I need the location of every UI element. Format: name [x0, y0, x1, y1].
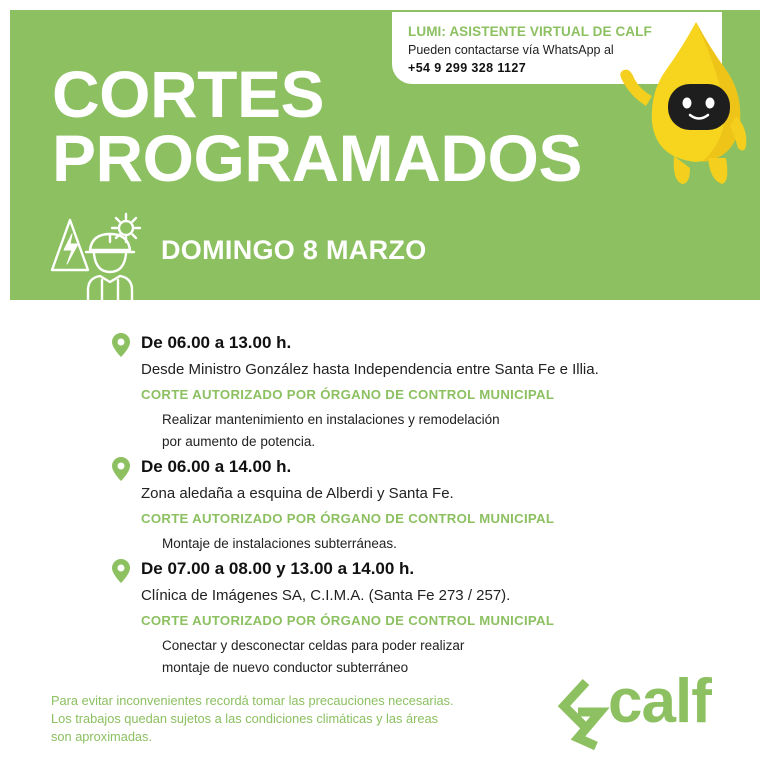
assistant-phone: +54 9 299 328 1127	[408, 61, 527, 75]
assistant-subtitle: Pueden contactarse vía WhatsApp al	[408, 43, 614, 57]
description-line-1: Realizar mantenimiento en instalaciones y remodelación	[162, 412, 500, 427]
outage-authorization: CORTE AUTORIZADO POR ÓRGANO DE CONTROL MUNICIPAL	[141, 511, 555, 526]
outage-date: DOMINGO 8 MARZO	[161, 235, 427, 265]
footer-line-3: son aproximadas.	[51, 729, 153, 744]
footer-note	[51, 692, 454, 746]
assistant-title: LUMI: ASISTENTE VIRTUAL DE CALF	[408, 24, 652, 39]
location-pin-icon	[112, 333, 130, 357]
title-line-1: CORTES	[52, 57, 325, 131]
calf-logo-text: calf	[608, 667, 711, 736]
outage-location: Desde Ministro González hasta Independencia entre Santa Fe e Illia.	[141, 361, 599, 378]
outage-time: De 06.00 a 14.00 h.	[141, 457, 292, 476]
description-line-2: montaje de nuevo conductor subterráneo	[162, 660, 409, 675]
outage-description	[162, 533, 397, 555]
footer-line-2: Los trabajos quedan sujetos a las condiciones climáticas y las áreas	[51, 711, 438, 726]
outage-location: Zona aledaña a esquina de Alberdi y Santa Fe.	[141, 485, 454, 502]
title-line-2: PROGRAMADOS	[52, 121, 582, 195]
outage-location: Clínica de Imágenes SA, C.I.M.A. (Santa Fe 273 / 257).	[141, 587, 511, 604]
description-line-1: Conectar y desconectar celdas para poder realizar	[162, 638, 465, 653]
outage-time: De 07.00 a 08.00 y 13.00 a 14.00 h.	[141, 559, 415, 578]
outage-description	[162, 635, 464, 679]
outage-description	[162, 409, 500, 453]
outage-authorization: CORTE AUTORIZADO POR ÓRGANO DE CONTROL MUNICIPAL	[141, 613, 555, 628]
description-line-1: Montaje de instalaciones subterráneas.	[162, 536, 397, 551]
location-pin-icon	[112, 457, 130, 481]
outage-authorization: CORTE AUTORIZADO POR ÓRGANO DE CONTROL MUNICIPAL	[141, 387, 555, 402]
worker-hazard-icon	[48, 210, 148, 302]
location-pin-icon	[112, 559, 130, 583]
outage-time: De 06.00 a 13.00 h.	[141, 333, 292, 352]
description-line-2: por aumento de potencia.	[162, 434, 316, 449]
lumi-mascot-icon	[612, 18, 752, 190]
footer-line-1: Para evitar inconvenientes recordá tomar las precauciones necesarias.	[51, 693, 454, 708]
